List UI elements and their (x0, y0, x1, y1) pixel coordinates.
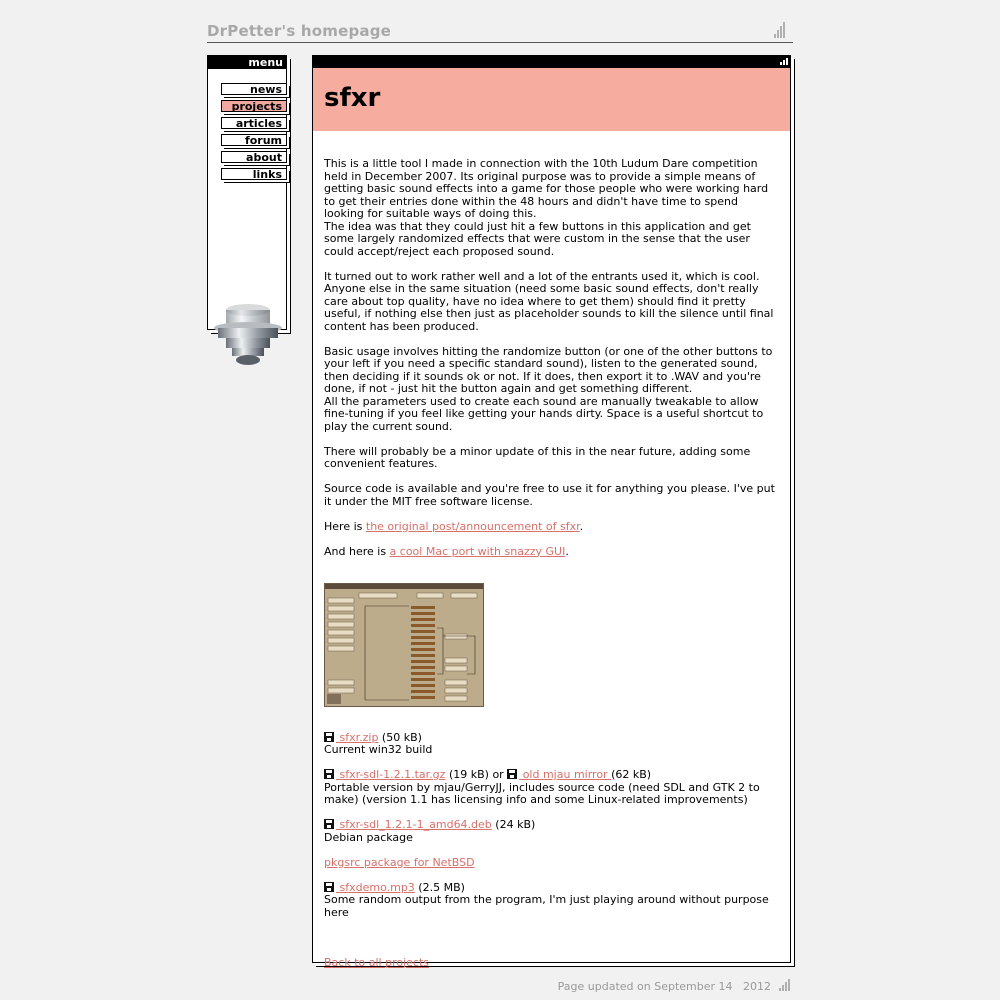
mac-prefix: And here is (324, 544, 390, 558)
menu-item-news[interactable]: news (221, 83, 287, 95)
paragraph-3b: All the parameters used to create each sound are manually tweakable to allow fine-tuning if you feel like getting your hands dirty. Space is a useful shortcut to play the current sound. (324, 394, 764, 433)
intro-paragraph-2: The idea was that they could just hit a few buttons in this application and get some largely randomized effects that were custom in the sense that the user could accept/reject each proposed sound. (324, 219, 751, 258)
sfxdemo-mp3-link[interactable]: sfxdemo.mp3 (336, 880, 415, 894)
mjau-mirror-link[interactable]: old mjau mirror (519, 768, 612, 781)
mac-suffix: . (565, 544, 569, 558)
title-divider (207, 42, 793, 43)
signal-bars-icon (774, 22, 785, 38)
menu-item-projects[interactable]: projects (221, 100, 287, 112)
paragraph-3a: Basic usage involves hitting the randomize button (or one of the other buttons to your left if you need a specific standard sound), listen to the generated sound, then deciding if it sounds ok or not. If it does, then export it to .WAV and you're done, if not - just hit the button again and get something different. (324, 344, 773, 395)
mac-port-link[interactable]: a cool Mac port with snazzy GUI (389, 544, 566, 558)
floppy-disk-icon (324, 769, 334, 779)
deb-size: (24 kB) (491, 818, 536, 831)
deb-description: Debian package (324, 830, 413, 844)
sfxr-zip-link[interactable]: sfxr.zip (336, 730, 379, 744)
sdl-description: Portable version by mjau/GerryJJ, includes source code (need SDL and GTK 2 to make) (version 1.1 has licensing info and some Linux-related improvements) (324, 780, 760, 806)
site-title: DrPetter's homepage (207, 22, 392, 40)
menu-item-links[interactable]: links (221, 168, 287, 180)
paragraph-5: Source code is available and you're free to use it for anything you please. I've put it under the MIT free software license. (324, 482, 775, 508)
here-suffix: . (579, 519, 584, 533)
sdl-size: (19 kB) or (445, 768, 508, 781)
decorative-gadget-image (212, 302, 284, 368)
debian-package-link[interactable]: sfxr-sdl_1.2.1-1_amd64.deb (336, 818, 492, 831)
mp3-description: Some random output from the program, I'm just playing around without purpose here (324, 893, 769, 919)
menu-item-articles[interactable]: articles (221, 117, 287, 129)
content-panel (312, 55, 791, 969)
page-banner (313, 68, 790, 131)
paragraph-4: There will probably be a minor update of this in the near future, adding some convenient features. (324, 444, 751, 470)
menu-header: menu (208, 56, 286, 69)
mp3-size: (2.5 MB) (414, 880, 465, 894)
pkgsrc-netbsd-link[interactable]: pkgsrc package for NetBSD (324, 855, 475, 869)
mirror-size: (62 kB) (611, 768, 652, 781)
signal-bars-icon (780, 58, 788, 65)
menu-item-about[interactable]: about (221, 151, 287, 163)
article-body (324, 158, 779, 982)
page-title: sfxr (324, 83, 381, 113)
intro-paragraph-1: This is a little tool I made in connection with the 10th Ludum Dare competition held in December 2007. Its original purpose was to provide a simple means of getting basic sound effects into a game for those people who were working hard to get their entries done within the 48 hours and didn't have time to spend looking for suitable ways of doing this. (324, 157, 769, 220)
original-post-link[interactable]: the original post/announcement of sfxr (365, 519, 580, 533)
here-prefix: Here is (324, 519, 366, 533)
floppy-disk-icon (324, 819, 334, 829)
zip-description: Current win32 build (324, 743, 433, 756)
panel-title-bar (313, 56, 790, 68)
page-updated-text: Page updated on September 14 2012 (557, 980, 771, 993)
sfxr-screenshot-thumbnail[interactable] (324, 583, 484, 707)
sfxr-screenshot-image (325, 584, 483, 706)
floppy-disk-icon (507, 769, 517, 779)
side-menu (207, 55, 287, 330)
zip-size: (50 kB) (378, 730, 422, 744)
menu-item-forum[interactable]: forum (221, 134, 287, 146)
signal-bars-icon (779, 979, 790, 991)
sfxr-sdl-tarball-link[interactable]: sfxr-sdl-1.2.1.tar.gz (336, 768, 446, 781)
floppy-disk-icon (324, 732, 334, 742)
paragraph-2: It turned out to work rather well and a lot of the entrants used it, which is cool. Anyone else in the same situation (need some basic sound effects, don't really care about top quality, have no idea where to get them) should find it pretty useful, if nothing else then just as placeholder sounds to kill the silence until final content has been produced. (324, 269, 774, 333)
floppy-disk-icon (324, 882, 334, 892)
back-to-projects-link[interactable]: Back to all projects (324, 955, 429, 969)
